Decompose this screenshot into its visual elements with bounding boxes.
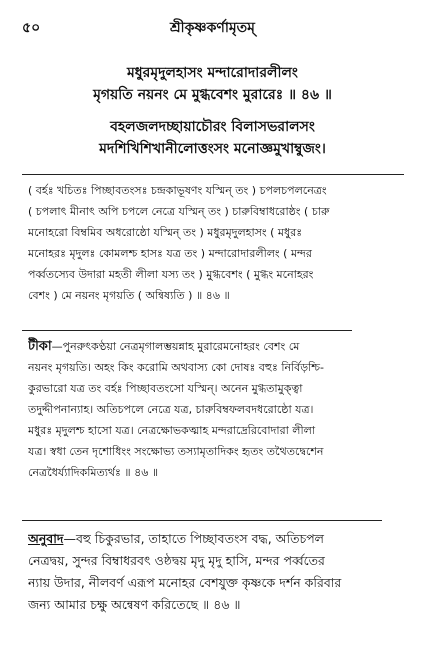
- commentary-line: নয়নং মৃগয়তি। অহং কিং করোমি অথবাস্য কো দোষঃ বহুঃ নির্বিড়শ্চি-: [28, 361, 324, 374]
- commentary-line: যত্র। স্বধা তেন দৃশোধিংং সংক্ষোভ্য তস্যামৃতাদিকং হৃতং তথৈতদ্বেশেন: [28, 445, 324, 458]
- commentary-line: তদুদ্দীপনান্যাহ। অতিচপলে নেত্রে যত্র, চারুবিম্বফলবদধরোষ্ঠো যত্র।: [28, 403, 314, 416]
- verse-line: মৃগয়তি নয়নং মে মুগ্ধবেশং মুরারেঃ ॥ ৪৬ ॥: [93, 87, 332, 103]
- translation-block: [28, 528, 400, 616]
- translation-line: নেত্রদ্বয়, সুন্দর বিম্বাধরবৎ ওষ্ঠদ্বয় মৃদু মৃদু হাসি, মন্দর পর্ব্বতের: [28, 553, 325, 568]
- page-number: ৫০: [22, 20, 41, 36]
- gloss-block: [28, 180, 398, 306]
- verse-line: বহলজলদচ্ছায়াচৌরং বিলাসভরালসং: [110, 119, 315, 135]
- divider: [22, 520, 382, 521]
- gloss-line: ( বর্হঃ খচিতঃ পিচ্ছাবতংসঃ চন্দ্রকাভূষণং যস্মিন্ তং ) চপলচপলনেত্রং: [28, 184, 327, 197]
- commentary-line: নেত্রধৈর্য্যাদিকমিত্যর্থঃ ॥ ৪৬ ॥: [28, 466, 159, 479]
- verse-line: মদশিখিশিখানীলোত্তংসং মনোজ্ঞমুখাম্বুজং।: [99, 141, 326, 157]
- commentary-line: —পুনরুৎকণ্ঠয়া নেত্রমৃগালম্ভয়ন্নাহ মুরারেমনোহরং বেশং মে: [51, 340, 300, 353]
- commentary-line: মধুরঃ মৃদুলশ্চ হাসো যত্র। নেত্রক্ষোভকত্মাহ মন্দরাদ্রেরিবোদারা লীলা: [28, 424, 316, 437]
- translation-label: অনুবাদ: [28, 531, 64, 546]
- gloss-line: মনোহরঃ মৃদুলঃ কোমলশ্চ হাসঃ যত্র তং ) মন্দারোদারলীলং ( মন্দর: [28, 247, 312, 260]
- verse-line: মধুরমৃদুলহাসং মন্দারোদারলীলং: [127, 65, 298, 81]
- gloss-line: ( চপলাৎ মীনাৎ অপি চপলে নেত্রে যস্মিন্ তং ) চারুবিম্বাধরোষ্ঠং ( চারু: [28, 205, 330, 218]
- page-header: [0, 14, 425, 38]
- gloss-line: পর্ব্বতস্যেব উদারা মহতী লীলা যস্য তং ) মুগ্ধবেশং ( মুগ্ধং মনোহরং: [28, 268, 314, 281]
- translation-line-first: [28, 528, 400, 550]
- translation-line: জন্য আমার চক্ষু অন্বেষণ করিতেছে ॥ ৪৬ ॥: [28, 597, 241, 612]
- commentary-line: কুরভারো যত্র তং বর্হঃ পিচ্ছাবতংসো যস্মিন্। অনেন মুগ্ধতামুক্ত্বা: [28, 382, 303, 395]
- translation-line: —বহু চিকুরভার, তাহাতে পিচ্ছাবতংস বদ্ধ, অতিচপল: [63, 531, 324, 546]
- commentary-line-first: [28, 336, 398, 357]
- divider: [22, 330, 352, 331]
- divider: [22, 174, 404, 175]
- commentary-block: [28, 336, 398, 483]
- running-title: শ্রীকৃষ্ণকর্ণামৃতম্: [170, 20, 255, 36]
- commentary-label: টীকা: [28, 339, 52, 354]
- gloss-line: বেশং ) মে নয়নং মৃগয়তি ( অন্বিষ্যতি ) ॥ ৪৬ ॥: [28, 289, 230, 302]
- translation-line: ন্যায় উদার, নীলবর্ণ এরূপ মনোহর বেশযুক্ত কৃষ্ণকে দর্শন করিবার: [28, 575, 342, 590]
- verse-block: [0, 62, 425, 160]
- gloss-line: মনোহরো বিম্বমিব অধরোষ্ঠো যস্মিন্ তং ) মধুরমৃদুলহাসং ( মধুরঃ: [28, 226, 303, 239]
